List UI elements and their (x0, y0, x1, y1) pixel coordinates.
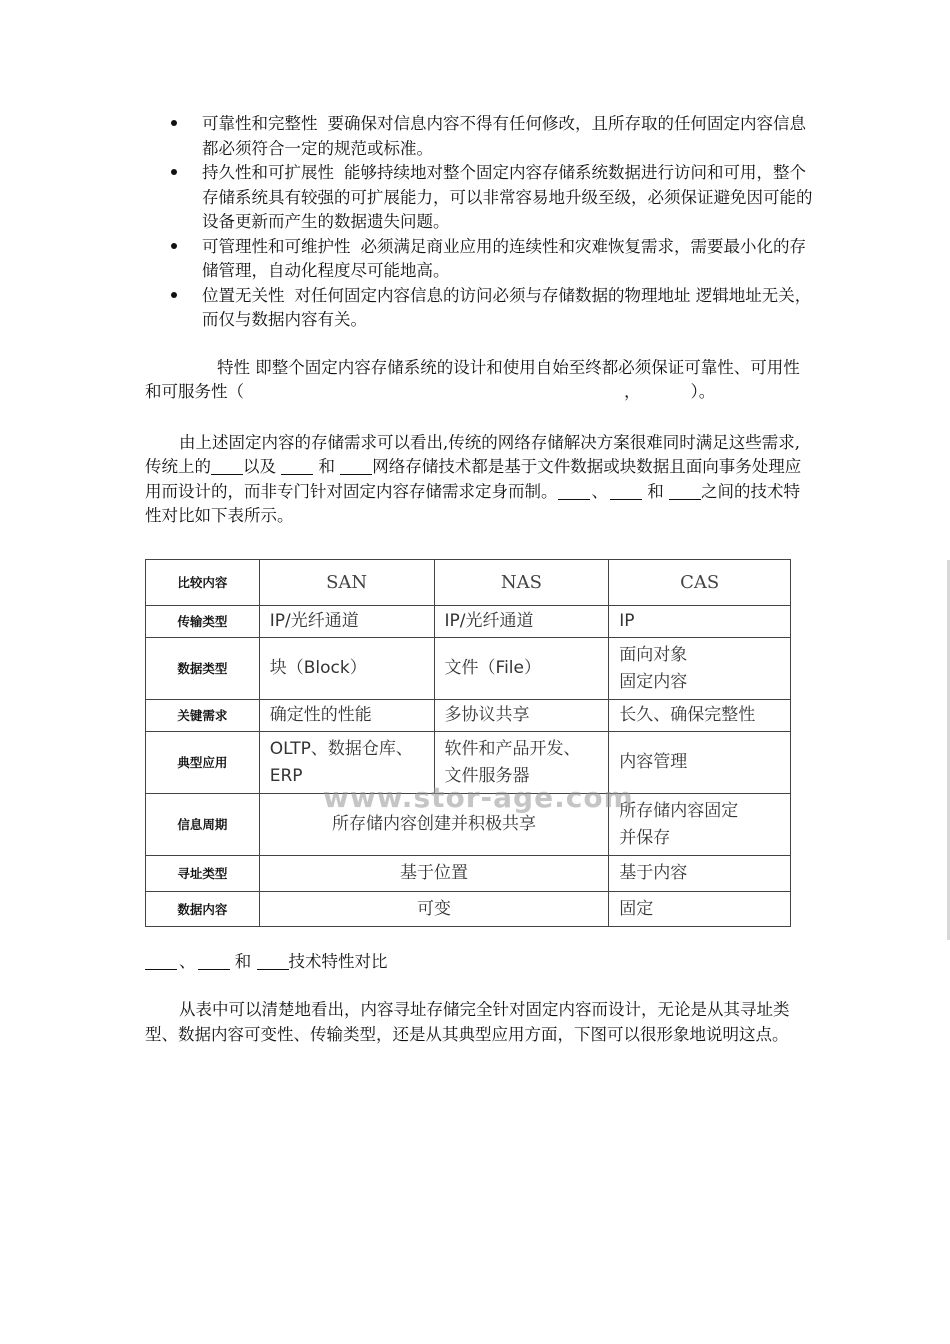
cell-line: ERP (269, 765, 303, 786)
cell-line: OLTP、数据仓库、 (269, 738, 413, 759)
table-header-row (146, 560, 791, 606)
caption-dun: 、 (179, 952, 196, 971)
blank-line (198, 952, 230, 970)
bullet-icon (171, 243, 177, 249)
caption-he: 和 (234, 952, 252, 971)
table-cell: IP/光纤通道 (259, 606, 434, 638)
table-row (146, 892, 791, 927)
row-label: 寻址类型 (146, 856, 260, 892)
table-cell: 确定性的性能 (259, 700, 434, 732)
paragraph-conclusion: 从表中可以清楚地看出，内容寻址存储完全针对固定内容而设计，无论是从其寻址类型、数据内容可变性、传输类型，还是从其典型应用方面，下图可以很形象地说明这点。 (145, 1000, 790, 1044)
para2-he2: 和 (647, 481, 664, 501)
row-label: 数据内容 (146, 892, 260, 927)
table-cell: 可变 (259, 892, 609, 927)
bullet-text: 要确保对信息内容不得有任何修改，且所存取的任何固定内容信息都必须符合一定的规范或标准。 (202, 114, 806, 158)
list-item (145, 284, 815, 333)
para1-end: ）。 (690, 382, 716, 401)
header-cell: SAN (259, 560, 434, 606)
table-row (146, 700, 791, 732)
table-cell: 文件（File） (434, 638, 609, 700)
blank-line (211, 457, 243, 475)
cell-line: 所存储内容固定 (619, 800, 739, 821)
row-label: 关键需求 (146, 700, 260, 732)
bullet-icon (171, 292, 177, 298)
bullet-icon (171, 120, 177, 126)
table-cell: 固定 (609, 892, 791, 927)
blank-line (145, 952, 177, 970)
para1-comma: ， (624, 382, 641, 401)
table-caption (145, 950, 388, 974)
para2-yiji: 以及 (243, 457, 276, 476)
row-label: 传输类型 (146, 606, 260, 638)
table-cell: 块（Block） (259, 638, 434, 700)
para2-part1: 由上述固定内容的存储需求可以看出,传统的网络存储解决方案很难同时满足这些需求,传统上的 (145, 432, 800, 476)
paragraph-comparison-intro (145, 431, 815, 529)
table-cell (259, 732, 434, 794)
table-row (146, 732, 791, 794)
table-row (146, 856, 791, 892)
comparison-table-figure (145, 559, 791, 924)
table-cell: IP (609, 606, 791, 638)
blank-line (281, 457, 313, 475)
header-cell: NAS (434, 560, 609, 606)
para2-part3: 之间的技术特性对比如下表所示。 (145, 481, 800, 525)
bullet-text: 对任何固定内容信息的访问必须与存储数据的物理地址 逻辑地址无关，而仅与数据内容有关。 (202, 285, 812, 329)
list-item (145, 235, 815, 284)
table-cell: 多协议共享 (434, 700, 609, 732)
blank-line (669, 482, 701, 500)
blank-line (610, 482, 642, 500)
bullet-term: 可管理性和可维护性 (202, 236, 351, 256)
header-cell: 比较内容 (146, 560, 260, 606)
table-row (146, 794, 791, 856)
table-cell (609, 794, 791, 856)
cell-line: 文件服务器 (444, 765, 530, 786)
table-cell: 长久、确保完整性 (609, 700, 791, 732)
table-cell (434, 732, 609, 794)
row-label: 信息周期 (146, 794, 260, 856)
requirements-list (145, 112, 815, 333)
row-label: 典型应用 (146, 732, 260, 794)
table-cell: 基于内容 (609, 856, 791, 892)
table-cell: IP/光纤通道 (434, 606, 609, 638)
cell-line: 面向对象 (619, 644, 688, 665)
row-label: 数据类型 (146, 638, 260, 700)
caption-text: 技术特性对比 (288, 952, 388, 971)
cell-line: 软件和产品开发、 (444, 738, 581, 759)
para2-he: 和 (318, 457, 335, 476)
bullet-icon (171, 169, 177, 175)
blank-line (340, 457, 372, 475)
body-text (145, 112, 815, 529)
bullet-text: 必须满足商业应用的连续性和灾难恢复需求，需要最小化的存储管理，自动化程度尽可能地高。 (202, 236, 806, 280)
para2-part2: 网络存储技术都是基于文件数据或块数据且面向事务处理应用而设计的，而非专门针对固定内容存储需求定身而制。 (145, 457, 802, 501)
bullet-term: 可靠性和完整性 (202, 114, 318, 133)
table-cell (609, 638, 791, 700)
cell-line: 并保存 (619, 827, 671, 848)
table-cell: 基于位置 (259, 856, 609, 892)
cell-line: 固定内容 (619, 671, 688, 692)
blank-line (257, 952, 289, 970)
list-item (145, 161, 815, 235)
bullet-term: 位置无关性 (202, 285, 285, 305)
para2-dun: 、 (591, 481, 608, 501)
table-row (146, 638, 791, 700)
para1-start: 特性 即整个固定内容存储系统的设计和使用自始至终都必须保证可靠性、可用性和可服务性（ (145, 357, 800, 401)
list-item (145, 112, 815, 161)
header-cell: CAS (609, 560, 791, 606)
table-cell: 所存储内容创建并积极共享 (259, 794, 609, 856)
paragraph-conclusion-wrap (145, 998, 815, 1047)
table-cell: 内容管理 (609, 732, 791, 794)
blank-line (558, 482, 590, 500)
bullet-text: 能够持续地对整个固定内容存储系统数据进行访问和可用，整个存储系统具有较强的可扩展能力，可以非常容易地升级至级，必须保证避免因可能的设备更新而产生的数据遗失问题。 (202, 163, 813, 231)
table-row (146, 606, 791, 638)
bullet-term: 持久性和可扩展性 (202, 163, 334, 182)
watermark: www.stor-age.com (323, 781, 634, 814)
comparison-table (145, 559, 791, 927)
paragraph-availability (145, 356, 815, 405)
